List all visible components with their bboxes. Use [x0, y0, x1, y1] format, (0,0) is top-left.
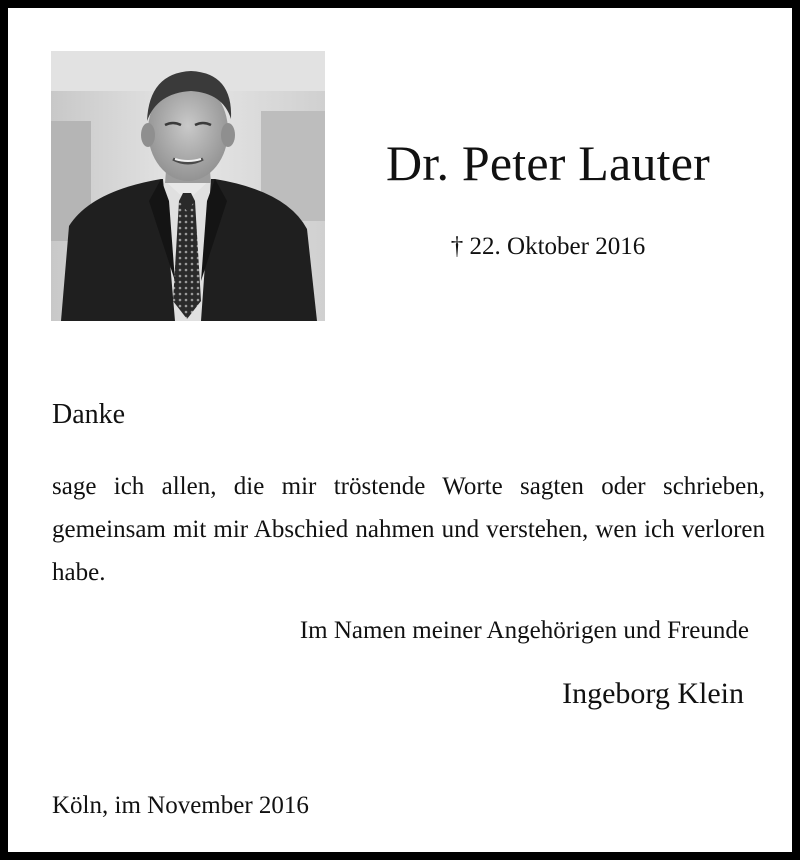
signature-name: Ingeborg Klein [562, 677, 744, 710]
on-behalf-line: Im Namen meiner Angehörigen und Freunde [299, 617, 749, 644]
greeting-heading: Danke [52, 399, 126, 430]
thanks-message: sage ich allen, die mir tröstende Worte sagten oder schrieben, gemeinsam mit mir Abschied nahmen und verstehen, wen ich verloren habe. [52, 473, 765, 586]
deceased-name: Dr. Peter Lauter [386, 135, 710, 191]
place-and-date: Köln, im November 2016 [52, 792, 309, 819]
portrait-photo [51, 51, 325, 321]
death-date: † 22. Oktober 2016 [450, 233, 646, 260]
